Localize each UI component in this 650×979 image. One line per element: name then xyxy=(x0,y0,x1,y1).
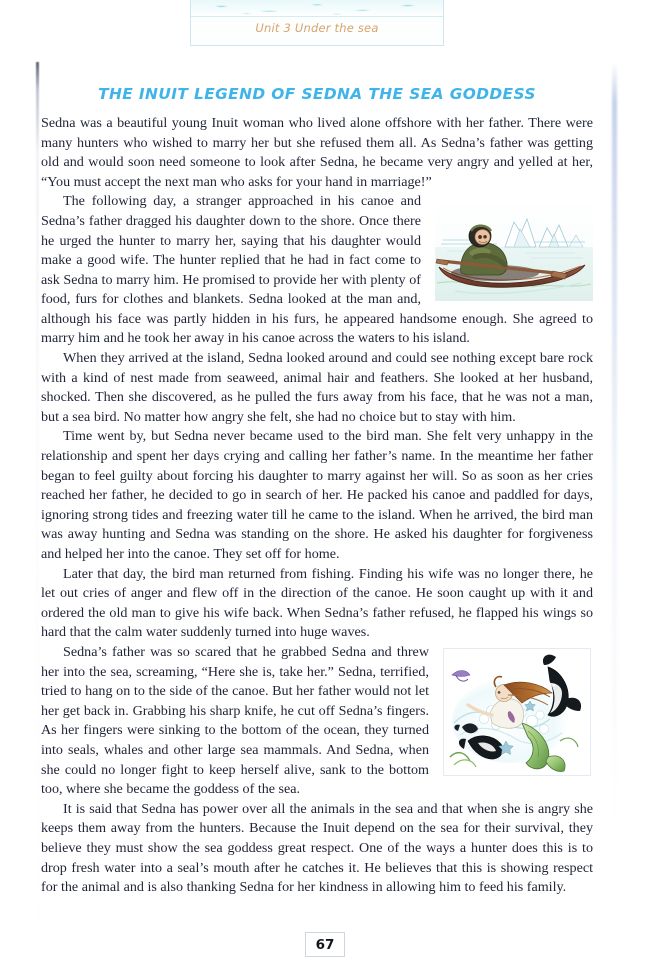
paragraph-6: Sedna’s father was so scared that he grabbed Sedna and threw her into the sea, screaming, “Here she is, take her.” Sedna, terrified, tried to hang on to the side of the canoe. But her father would not let her get back in. Grabbing his sharp knife, he cut off Sedna’s fingers. As her fingers were sinking to the bottom of the ocean, they turned into seals, whales and other large sea mammals. And Sedna, when she could no longer fight to keep herself alive, sank to the bottom too, where she became the goddess of the sea. xyxy=(41,643,429,798)
unit-header-banner xyxy=(190,0,444,46)
water-texture-decoration xyxy=(191,0,443,17)
paragraph-2: The following day, a stranger approached in his canoe and Sedna’s father dragged his daughter down to the shore. Once there he urged the hunter to marry her, saying that his daughter would make a good wife. The hunter replied that he had in fact come to ask Sedna to marry him. He promised to provide her with plenty of food, furs for clothes and blankets. Sedna looked at the man and, although his face was partly hidden in his furs, he appeared handsome enough. She agreed to marry him and he took her away in his canoe across the waters to his island. xyxy=(41,193,593,347)
unit-title-label: Unit 3 Under the sea xyxy=(255,21,379,35)
article-content xyxy=(41,86,593,898)
sedna-sea-goddess-illustration xyxy=(443,648,591,776)
paragraph-1: Sedna was a beautiful young Inuit woman who lived alone offshore with her father. There were many hunters who wished to marry her but she refused them all. As Sedna’s father was getting old and would soon need someone to look after Sedna, he became very angry and yelled at her, “You must accept the next man who asks for your hand in marriage!” xyxy=(41,114,593,190)
paragraph-3: When they arrived at the island, Sedna looked around and could see nothing except bare rock with a kind of nest made from seaweed, animal hair and feathers. She looked at her husband, shocked. Then she discovered, as he pulled the furs away from his face, that he was not a man, but a sea bird. No matter how angry she felt, she had no choice but to stay with him. xyxy=(41,350,593,425)
paragraph-6-block xyxy=(41,643,593,800)
sea-goddess-scene-graphic xyxy=(444,649,590,775)
paragraph-7: It is said that Sedna has power over all the animals in the sea and that when she is angry she keeps them away from the hunters. Because the Inuit depend on the sea for their survival, they believe they must show the sea goddess great respect. One of the ways a hunter does this is to drop fresh water into a seal’s mouth after he catches it. He believes that this is showing respect for the animal and is also thanking Sedna for her kindness in allowing him to feed his family. xyxy=(41,800,593,896)
page-right-edge-shadow xyxy=(612,62,617,942)
canoe-scene-graphic xyxy=(435,195,593,301)
paragraph-4: Time went by, but Sedna never became used to the bird man. She felt very unhappy in the relationship and spent her days crying and calling her father’s name. In the meantime her father began to feel guilty about forcing his daughter to marry against her will. So as soon as her cries reached her father, he decided to go in search of her. He packed his canoe and paddled for days, ignoring strong tides and freezing water till he came to the island. When he arrived, the bird man was away hunting and Sedna was standing on the shore. He asked his daughter for forgiveness and helped her into the canoe. They set off for home. xyxy=(41,428,593,562)
page-left-binding-edge xyxy=(36,62,39,942)
page-title: THE INUIT LEGEND OF SEDNA THE SEA GODDESS xyxy=(98,85,536,103)
inuit-hunter-in-canoe-illustration xyxy=(435,195,593,301)
paragraph-2-block xyxy=(41,192,593,349)
page-number: 67 xyxy=(305,932,345,957)
paragraph-5: Later that day, the bird man returned from fishing. Finding his wife was no longer there, he let out cries of anger and flew off in the direction of the canoe. He soon caught up with it and ordered the old man to give his wife back. When Sedna’s father refused, he flapped his wings so hard that the calm water suddenly turned into huge waves. xyxy=(41,565,593,641)
